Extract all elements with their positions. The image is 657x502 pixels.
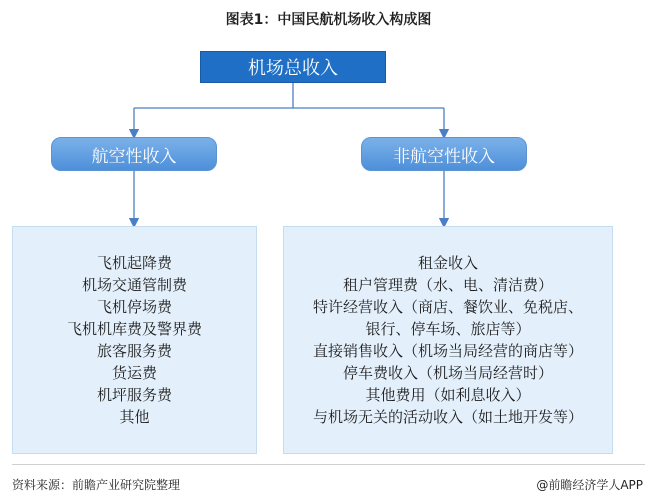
diagram-title: 图表1：中国民航机场收入构成图	[225, 12, 432, 28]
aero-item: 其他	[119, 408, 150, 426]
aero-item: 飞机起降费	[96, 254, 172, 272]
nonaero-item: 直接销售收入（机场当局经营的商店等）	[312, 342, 583, 360]
node-nonaero-revenue: 非航空性收入	[361, 137, 527, 171]
nonaero-item: 租金收入	[417, 254, 478, 272]
nonaero-item: 特许经营收入（商店、餐饮业、免税店、	[312, 298, 583, 316]
brand-credit: @前瞻经济学人APP	[536, 478, 643, 492]
aero-item: 飞机停场费	[96, 298, 172, 316]
nonaero-item: 停车费收入（机场当局经营时）	[342, 364, 553, 382]
nonaero-revenue-items-panel	[283, 226, 613, 454]
footer-divider	[12, 464, 645, 465]
nonaero-item: 与机场无关的活动收入（如土地开发等）	[312, 408, 583, 426]
aero-item: 飞机机库费及警界费	[66, 320, 202, 338]
nonaero-item: 租户管理费（水、电、清洁费）	[342, 276, 553, 294]
aero-revenue-items-panel	[12, 226, 257, 454]
source-note: 资料来源：前瞻产业研究院整理	[12, 478, 181, 492]
aero-item: 货运费	[111, 364, 157, 382]
root-node-total-revenue: 机场总收入	[200, 51, 386, 83]
aero-item: 旅客服务费	[96, 342, 172, 360]
aero-item: 机场交通管制费	[81, 276, 187, 294]
nonaero-item: 银行、停车场、旅店等）	[365, 320, 531, 338]
aero-item: 机坪服务费	[96, 386, 172, 404]
nonaero-item: 其他费用（如利息收入）	[365, 386, 531, 404]
node-aero-revenue: 航空性收入	[51, 137, 217, 171]
